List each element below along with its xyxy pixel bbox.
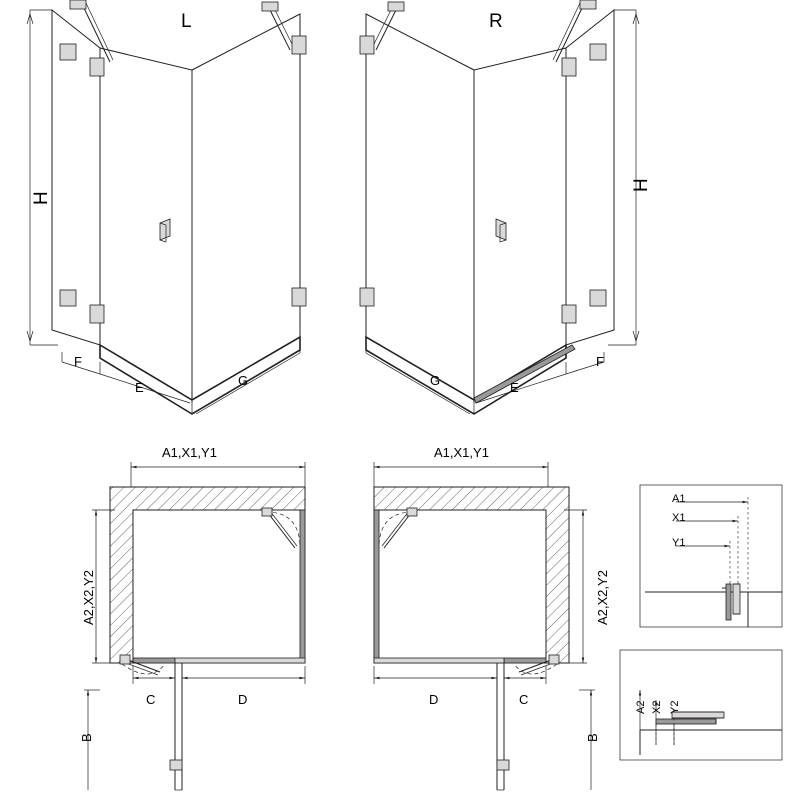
iso-right-label-g: G — [430, 373, 441, 388]
plan-left-side-dim: A2,X2,Y2 — [81, 570, 96, 625]
detail-top-dim-a1: A1 — [672, 493, 686, 505]
plan-right-top-dim: A1,X1,Y1 — [434, 445, 489, 460]
detail-top-dim-x1: X1 — [672, 512, 686, 524]
plan-right-dim-b: B — [585, 733, 600, 742]
plan-right-side-dim: A2,X2,Y2 — [595, 570, 610, 625]
plan-left-dim-b: B — [79, 733, 94, 742]
plan-left-top-dim: A1,X1,Y1 — [162, 445, 217, 460]
iso-left-label-e: E — [135, 380, 144, 395]
detail-bottom-dim-y2: Y2 — [669, 700, 681, 714]
plan-view-left — [81, 462, 305, 790]
plan-view-right — [374, 462, 595, 790]
iso-left-height-label: H — [31, 191, 52, 205]
iso-view-right — [360, 0, 639, 414]
plan-left-dim-c: C — [146, 692, 156, 707]
iso-left-label-f: F — [74, 354, 82, 369]
iso-right-label-e: E — [510, 380, 519, 395]
iso-left-variant-label: L — [181, 11, 192, 32]
iso-right-label-f: F — [596, 354, 604, 369]
detail-top-dim-y1: Y1 — [672, 537, 686, 549]
plan-left-dim-d: D — [238, 692, 248, 707]
detail-bottom-dim-x2: X2 — [651, 700, 663, 714]
plan-right-dim-c: C — [519, 692, 529, 707]
detail-bottom-dim-a2: A2 — [635, 700, 647, 714]
iso-view-left — [27, 0, 306, 414]
iso-left-label-g: G — [238, 373, 249, 388]
detail-top — [640, 485, 782, 627]
iso-right-variant-label: R — [489, 11, 503, 32]
iso-right-height-label: H — [631, 178, 652, 192]
plan-right-dim-d: D — [429, 692, 439, 707]
